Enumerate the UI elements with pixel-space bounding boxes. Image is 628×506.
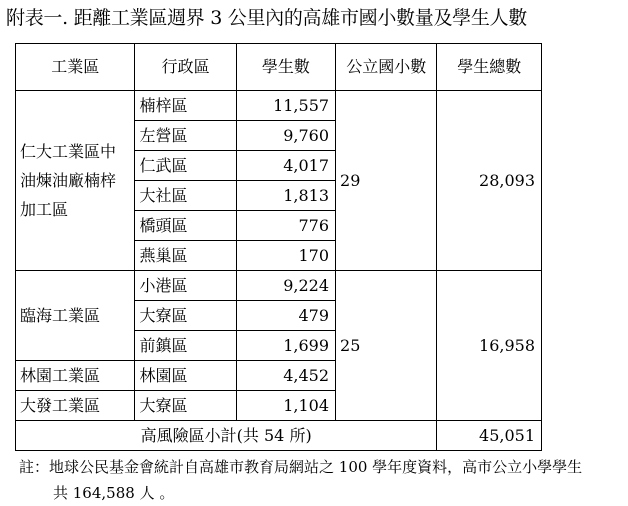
header-public-schools: 公立國小數 <box>336 44 437 91</box>
table-row <box>16 271 542 301</box>
students-cell: 776 <box>236 211 335 241</box>
header-students: 學生數 <box>236 44 335 91</box>
district-cell: 大寮區 <box>135 301 236 331</box>
students-cell: 4,452 <box>236 361 335 391</box>
statistics-table <box>15 43 542 451</box>
subtotal-label: 高風險區小計(共 54 所) <box>16 421 437 451</box>
footnote-line-1: 註：地球公民基金會統計自高雄市教育局網站之 100 學年度資料，高市公立小學學生 <box>19 458 583 476</box>
students-cell: 9,224 <box>236 271 335 301</box>
district-cell: 左營區 <box>135 121 236 151</box>
students-cell: 11,557 <box>236 91 335 121</box>
students-cell: 170 <box>236 241 335 271</box>
header-total-students: 學生總數 <box>437 44 542 91</box>
zone-label-line: 仁大工業區中 <box>20 142 117 161</box>
students-cell: 9,760 <box>236 121 335 151</box>
district-cell: 仁武區 <box>135 151 236 181</box>
students-cell: 479 <box>236 301 335 331</box>
district-cell: 小港區 <box>135 271 236 301</box>
students-cell: 1,813 <box>236 181 335 211</box>
subtotal-row <box>16 421 542 451</box>
total-students-cell: 28,093 <box>437 91 542 271</box>
header-district: 行政區 <box>135 44 236 91</box>
students-cell: 4,017 <box>236 151 335 181</box>
public-schools-cell: 25 <box>336 271 437 421</box>
students-cell: 1,699 <box>236 331 335 361</box>
footnote-line-2: 共 164,588 人 。 <box>53 484 175 502</box>
total-students-cell: 16,958 <box>437 271 542 421</box>
zone-label-line: 臨海工業區 <box>20 306 101 325</box>
district-cell: 林園區 <box>135 361 236 391</box>
zone-label-line: 油煉油廠楠梓 <box>20 171 117 190</box>
page-title: 附表一. 距離工業區週界 3 公里內的高雄市國小數量及學生人數 <box>6 7 527 29</box>
subtotal-value: 45,051 <box>437 421 542 451</box>
district-cell: 燕巢區 <box>135 241 236 271</box>
district-cell: 橋頭區 <box>135 211 236 241</box>
students-cell: 1,104 <box>236 391 335 421</box>
zone-cell-linyuan: 林園工業區 <box>16 361 135 391</box>
table-header-row <box>16 44 542 91</box>
district-cell: 前鎮區 <box>135 331 236 361</box>
district-cell: 大寮區 <box>135 391 236 421</box>
zone-cell-dafa: 大發工業區 <box>16 391 135 421</box>
public-schools-cell: 29 <box>336 91 437 271</box>
zone-label-line: 加工區 <box>20 200 69 219</box>
header-industrial-zone: 工業區 <box>16 44 135 91</box>
table-row <box>16 91 542 121</box>
zone-cell-rendazhong <box>16 91 135 271</box>
district-cell: 楠梓區 <box>135 91 236 121</box>
district-cell: 大社區 <box>135 181 236 211</box>
zone-cell-linhai <box>16 271 135 361</box>
